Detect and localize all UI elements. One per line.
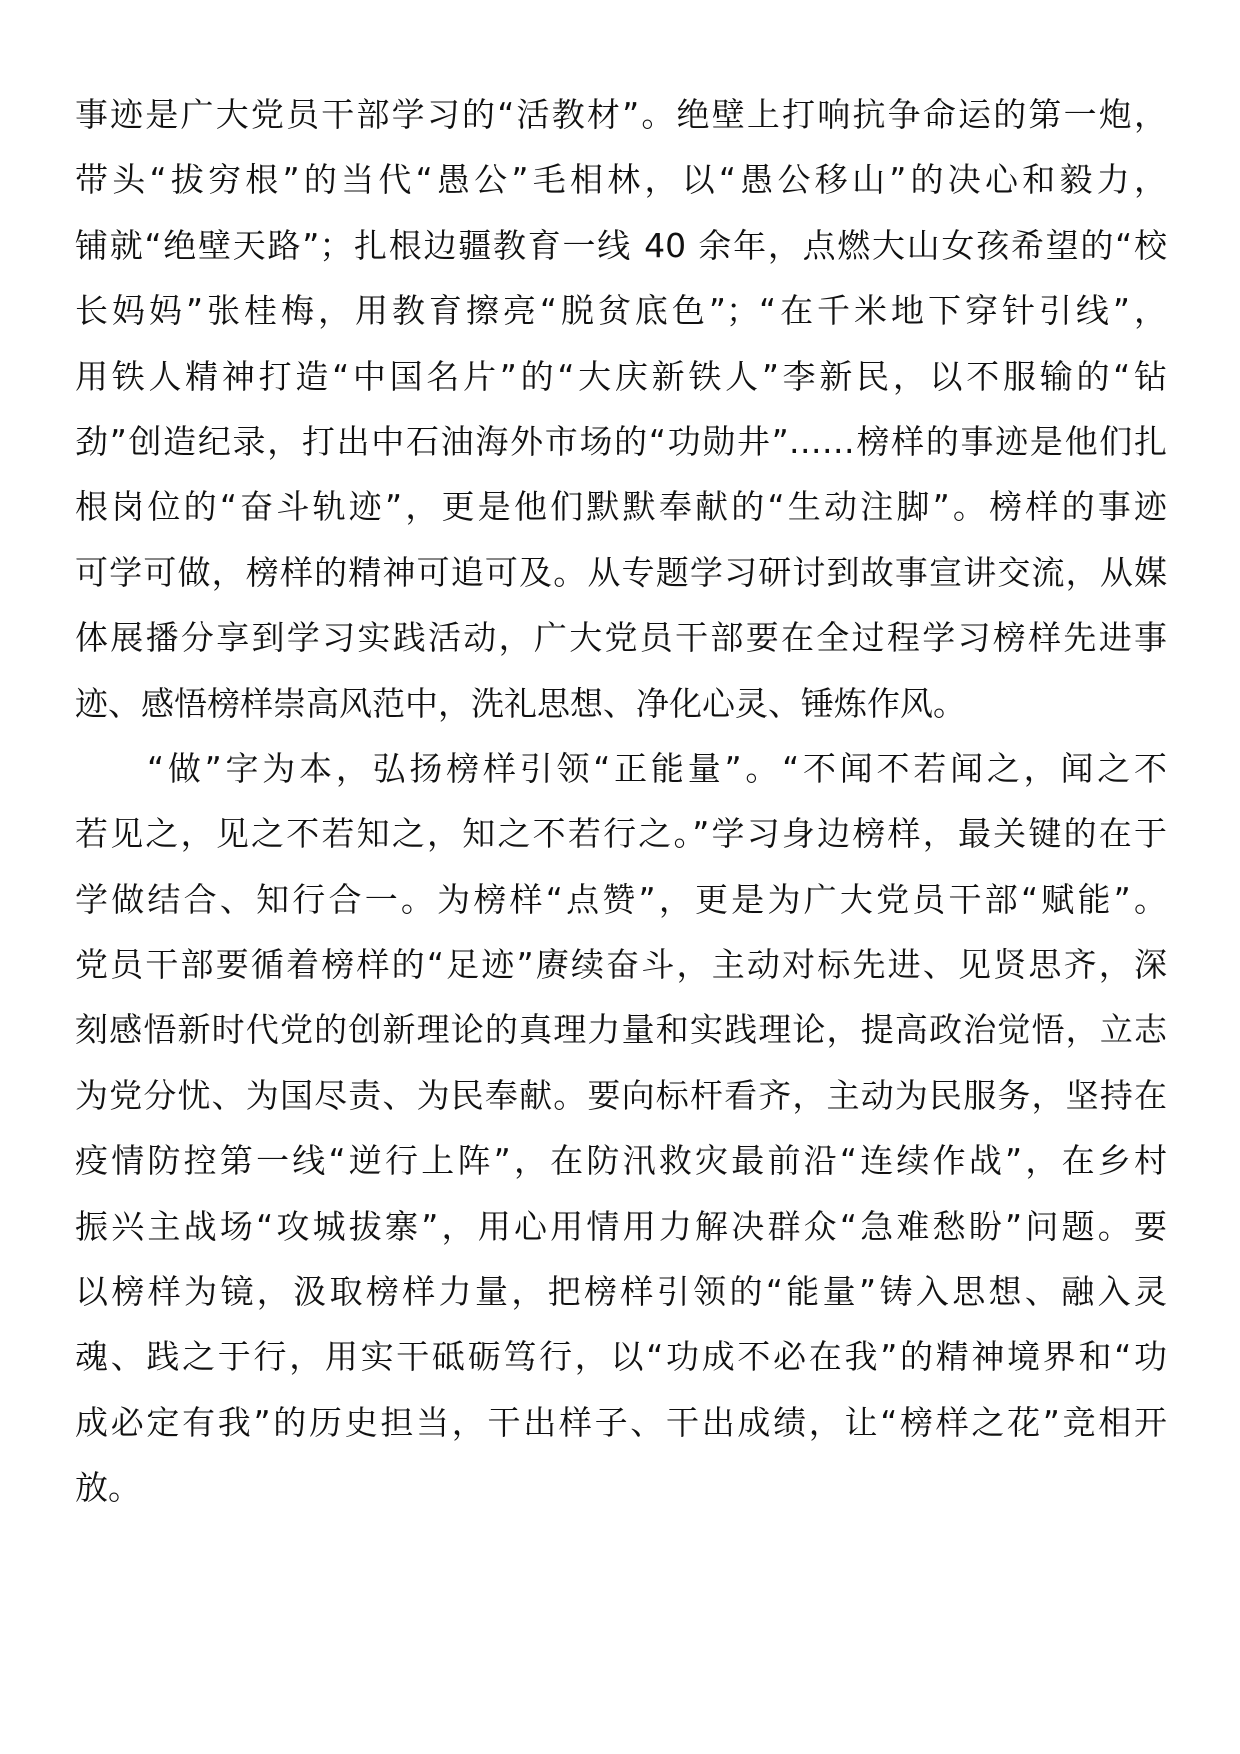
- document-body: [75, 82, 1167, 1521]
- paragraph-line: 疫情防控第一线“逆行上阵”，在防汛救灾最前沿“连续作战”，在乡村: [75, 1141, 1167, 1181]
- paragraph-line: 放。: [75, 1468, 141, 1508]
- paragraph-2: [75, 736, 1167, 1521]
- paragraph-line: 魂、践之于行，用实干砥砺笃行，以“功成不必在我”的精神境界和“功: [75, 1337, 1167, 1377]
- paragraph-line: 党员干部要循着榜样的“足迹”赓续奋斗，主动对标先进、见贤思齐，深: [75, 945, 1167, 985]
- paragraph-line: 若见之，见之不若知之，知之不若行之。”学习身边榜样，最关键的在于: [75, 814, 1167, 854]
- paragraph-line: 迹、感悟榜样崇高风范中，洗礼思想、净化心灵、锤炼作风。: [75, 683, 966, 723]
- paragraph-line: 成必定有我”的历史担当，干出样子、干出成绩，让“榜样之花”竞相开: [75, 1402, 1167, 1442]
- paragraph-line: 带头“拔穷根”的当代“愚公”毛相林，以“愚公移山”的决心和毅力，: [75, 160, 1167, 200]
- paragraph-line: 长妈妈”张桂梅，用教育擦亮“脱贫底色”；“在千米地下穿针引线”，: [75, 291, 1167, 331]
- paragraph-line: 学做结合、知行合一。为榜样“点赞”，更是为广大党员干部“赋能”。: [75, 879, 1167, 919]
- paragraph-line: 刻感悟新时代党的创新理论的真理力量和实践理论，提高政治觉悟，立志: [75, 1010, 1167, 1050]
- paragraph-line: 体展播分享到学习实践活动，广大党员干部要在全过程学习榜样先进事: [75, 618, 1167, 658]
- paragraph-line: 以榜样为镜，汲取榜样力量，把榜样引领的“能量”铸入思想、融入灵: [75, 1272, 1167, 1312]
- paragraph-line: 振兴主战场“攻城拔寨”，用心用情用力解决群众“急难愁盼”问题。要: [75, 1206, 1167, 1246]
- paragraph-line: 为党分忧、为国尽责、为民奉献。要向标杆看齐，主动为民服务，坚持在: [75, 1075, 1167, 1115]
- paragraph-line: 铺就“绝壁天路”；扎根边疆教育一线 40 余年，点燃大山女孩希望的“校: [75, 225, 1167, 265]
- paragraph-line: 可学可做，榜样的精神可追可及。从专题学习研讨到故事宣讲交流，从媒: [75, 552, 1167, 592]
- paragraph-line: “做”字为本，弘扬榜样引领“正能量”。“不闻不若闻之，闻之不: [147, 748, 1167, 788]
- paragraph-line: 用铁人精神打造“中国名片”的“大庆新铁人”李新民，以不服输的“钻: [75, 356, 1167, 396]
- paragraph-1: [75, 82, 1167, 736]
- paragraph-line: 根岗位的“奋斗轨迹”，更是他们默默奉献的“生动注脚”。榜样的事迹: [75, 487, 1167, 527]
- paragraph-line: 事迹是广大党员干部学习的“活教材”。绝壁上打响抗争命运的第一炮，: [75, 95, 1167, 134]
- paragraph-line: 劲”创造纪录，打出中石油海外市场的“功勋井”……榜样的事迹是他们扎: [75, 421, 1167, 461]
